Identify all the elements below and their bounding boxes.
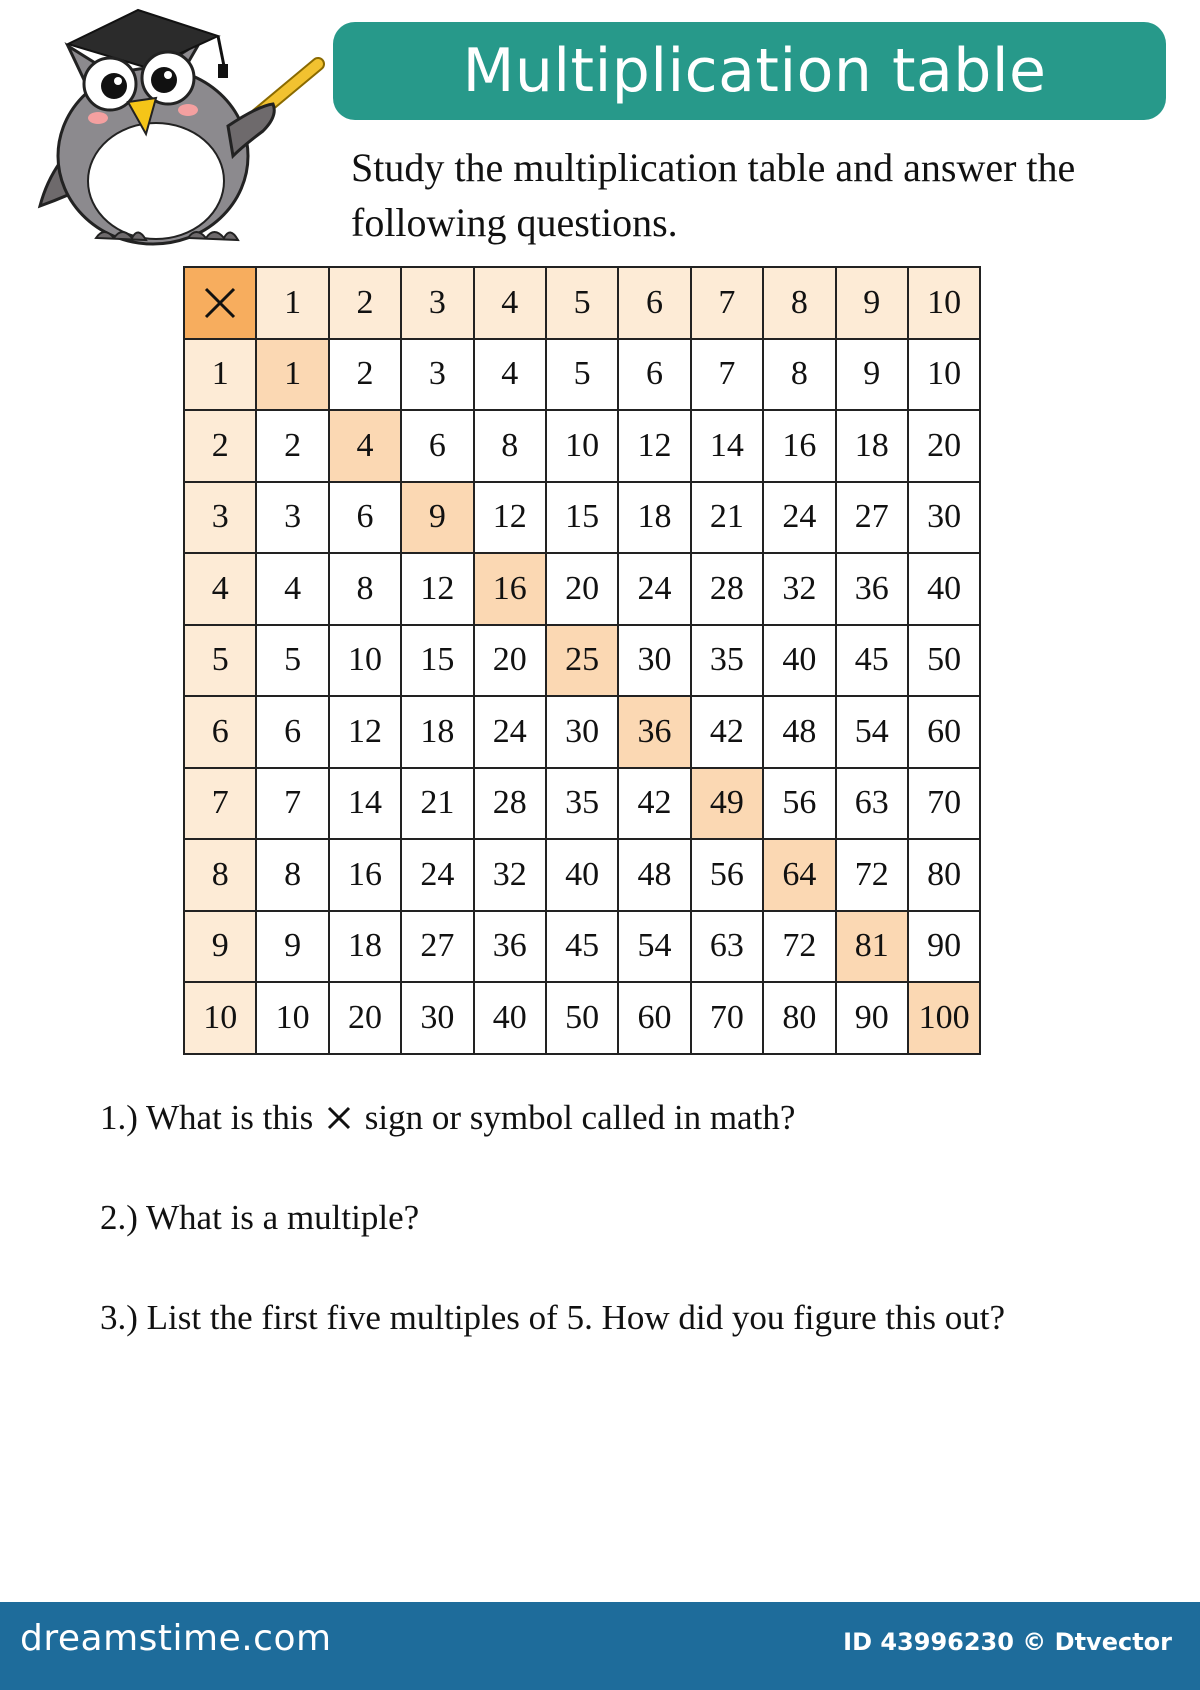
row-header-cell: 7 [184,768,256,840]
square-number-cell: 9 [401,482,473,554]
product-cell: 5 [256,625,328,697]
product-cell: 18 [836,410,908,482]
product-cell: 14 [329,768,401,840]
column-header-cell: 10 [908,267,980,339]
square-number-cell: 4 [329,410,401,482]
row-header-cell: 1 [184,339,256,411]
product-cell: 8 [256,839,328,911]
product-cell: 36 [836,553,908,625]
product-cell: 36 [474,911,546,983]
product-cell: 45 [836,625,908,697]
product-cell: 54 [618,911,690,983]
product-cell: 28 [691,553,763,625]
column-header-cell: 5 [546,267,618,339]
product-cell: 42 [691,696,763,768]
product-cell: 6 [401,410,473,482]
row-header-cell: 3 [184,482,256,554]
product-cell: 30 [401,982,473,1054]
product-cell: 56 [691,839,763,911]
product-cell: 80 [763,982,835,1054]
product-cell: 15 [546,482,618,554]
product-cell: 27 [836,482,908,554]
table-row [184,839,980,911]
product-cell: 7 [256,768,328,840]
row-header-cell: 2 [184,410,256,482]
product-cell: 27 [401,911,473,983]
square-number-cell: 36 [618,696,690,768]
instructions-text: Study the multiplication table and answer the following questions. [351,145,1076,245]
product-cell: 18 [401,696,473,768]
product-cell: 10 [329,625,401,697]
product-cell: 6 [256,696,328,768]
question-2: 2.) What is a multiple? [100,1198,420,1237]
times-sign-icon [202,285,238,321]
product-cell: 16 [763,410,835,482]
product-cell: 40 [763,625,835,697]
column-header-cell: 1 [256,267,328,339]
table-row [184,410,980,482]
question-1-start: 1.) What is this [100,1098,314,1137]
product-cell: 21 [691,482,763,554]
column-header-cell: 3 [401,267,473,339]
product-cell: 80 [908,839,980,911]
product-cell: 24 [401,839,473,911]
product-cell: 32 [763,553,835,625]
product-cell: 63 [836,768,908,840]
product-cell: 24 [474,696,546,768]
product-cell: 40 [474,982,546,1054]
product-cell: 32 [474,839,546,911]
product-cell: 24 [763,482,835,554]
table-row [184,982,980,1054]
row-header-cell: 5 [184,625,256,697]
page-title: Multiplication table [462,36,1047,106]
product-cell: 8 [474,410,546,482]
product-cell: 21 [401,768,473,840]
row-header-cell: 9 [184,911,256,983]
row-header-cell: 8 [184,839,256,911]
product-cell: 30 [546,696,618,768]
product-cell: 12 [401,553,473,625]
product-cell: 10 [546,410,618,482]
product-cell: 18 [329,911,401,983]
corner-times-cell [184,267,256,339]
product-cell: 3 [401,339,473,411]
column-header-cell: 6 [618,267,690,339]
square-number-cell: 1 [256,339,328,411]
product-cell: 45 [546,911,618,983]
product-cell: 9 [836,339,908,411]
table-row [184,553,980,625]
product-cell: 42 [618,768,690,840]
product-cell: 12 [618,410,690,482]
product-cell: 90 [836,982,908,1054]
watermark-footer [0,1602,1200,1690]
row-header-cell: 6 [184,696,256,768]
product-cell: 20 [908,410,980,482]
product-cell: 40 [546,839,618,911]
product-cell: 72 [763,911,835,983]
footer-brand: dreamstime.com [20,1618,332,1659]
product-cell: 10 [908,339,980,411]
column-header-cell: 2 [329,267,401,339]
product-cell: 9 [256,911,328,983]
table-row [184,696,980,768]
product-cell: 16 [329,839,401,911]
product-cell: 6 [329,482,401,554]
product-cell: 4 [256,553,328,625]
column-header-cell: 7 [691,267,763,339]
product-cell: 30 [908,482,980,554]
product-cell: 10 [256,982,328,1054]
product-cell: 70 [691,982,763,1054]
product-cell: 15 [401,625,473,697]
product-cell: 54 [836,696,908,768]
product-cell: 90 [908,911,980,983]
column-header-cell: 9 [836,267,908,339]
product-cell: 35 [546,768,618,840]
column-header-cell: 8 [763,267,835,339]
product-cell: 48 [763,696,835,768]
header-row [184,267,980,339]
table-row [184,911,980,983]
product-cell: 70 [908,768,980,840]
table-row [184,768,980,840]
product-cell: 20 [546,553,618,625]
owl-mascot-illustration [28,6,328,268]
square-number-cell: 100 [908,982,980,1054]
product-cell: 63 [691,911,763,983]
table-row [184,339,980,411]
product-cell: 20 [474,625,546,697]
row-header-cell: 4 [184,553,256,625]
product-cell: 12 [474,482,546,554]
row-header-cell: 10 [184,982,256,1054]
product-cell: 72 [836,839,908,911]
product-cell: 2 [256,410,328,482]
title-banner [333,22,1166,120]
product-cell: 30 [618,625,690,697]
product-cell: 50 [908,625,980,697]
multiplication-table [183,266,981,1055]
product-cell: 24 [618,553,690,625]
question-1 [100,1098,795,1138]
question-3: 3.) List the first five multiples of 5. How did you figure this out? [100,1298,1006,1337]
product-cell: 28 [474,768,546,840]
product-cell: 18 [618,482,690,554]
question-1-end: sign or symbol called in math? [364,1098,796,1137]
product-cell: 6 [618,339,690,411]
product-cell: 4 [474,339,546,411]
product-cell: 5 [546,339,618,411]
square-number-cell: 25 [546,625,618,697]
column-header-cell: 4 [474,267,546,339]
product-cell: 48 [618,839,690,911]
product-cell: 14 [691,410,763,482]
square-number-cell: 16 [474,553,546,625]
square-number-cell: 49 [691,768,763,840]
table-row [184,482,980,554]
times-sign-icon [326,1105,352,1131]
square-number-cell: 81 [836,911,908,983]
product-cell: 7 [691,339,763,411]
product-cell: 60 [908,696,980,768]
product-cell: 2 [329,339,401,411]
square-number-cell: 64 [763,839,835,911]
product-cell: 8 [763,339,835,411]
product-cell: 12 [329,696,401,768]
table-row [184,625,980,697]
product-cell: 56 [763,768,835,840]
product-cell: 8 [329,553,401,625]
product-cell: 40 [908,553,980,625]
product-cell: 50 [546,982,618,1054]
product-cell: 3 [256,482,328,554]
product-cell: 60 [618,982,690,1054]
product-cell: 35 [691,625,763,697]
product-cell: 20 [329,982,401,1054]
footer-photo-id: ID 43996230 © Dtvector [843,1628,1172,1656]
